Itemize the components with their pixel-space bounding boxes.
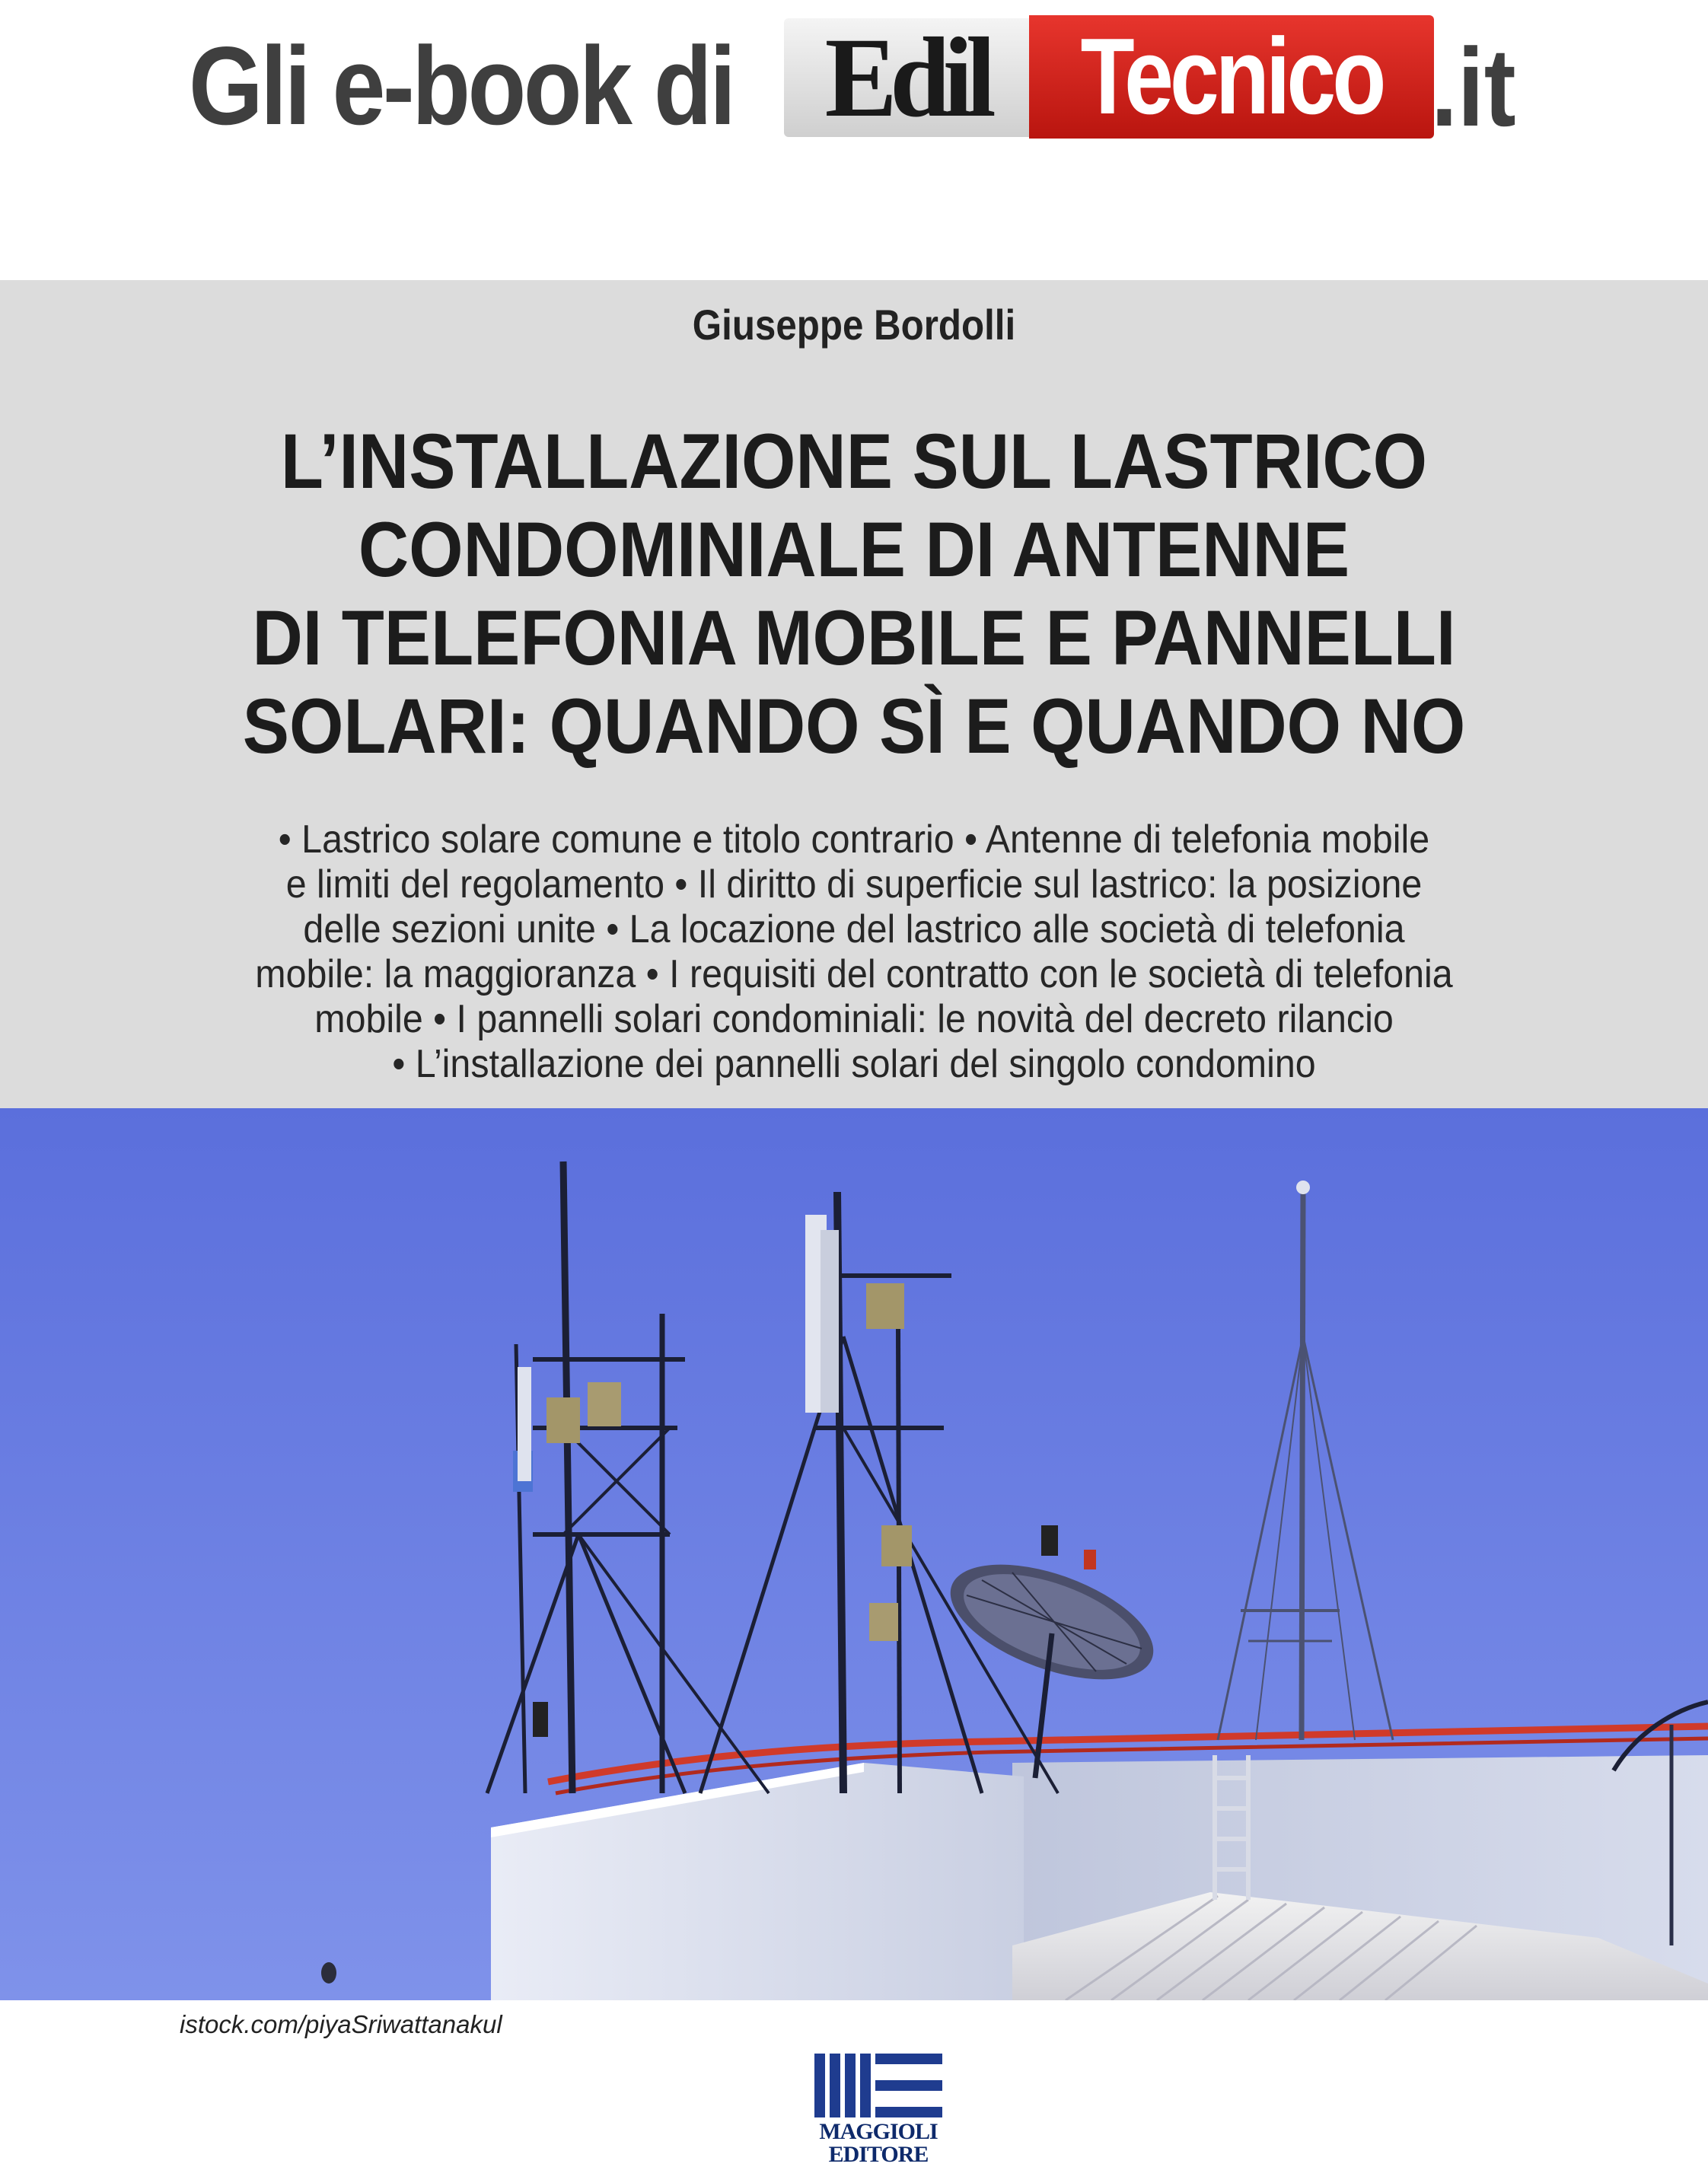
logo-edil-text: Edil bbox=[824, 18, 989, 137]
rooftop-antennas-image bbox=[0, 1108, 1708, 2000]
author-name: Giuseppe Bordolli bbox=[692, 301, 1016, 349]
masthead-prefix: Gli e-book di bbox=[189, 24, 734, 148]
title-line: CONDOMINIALE DI ANTENNE bbox=[358, 506, 1350, 593]
title-line: DI TELEFONIA MOBILE E PANNELLI bbox=[252, 594, 1456, 681]
topics-line: e limiti del regolamento • Il diritto di superficie sul lastrico: la posizione bbox=[285, 862, 1423, 907]
topics-line: mobile • I pannelli solari condominiali: le novità del decreto rilancio bbox=[314, 997, 1394, 1041]
book-title bbox=[167, 417, 1541, 770]
topics-line: • Lastrico solare comune e titolo contrario • Antenne di telefonia mobile bbox=[278, 817, 1430, 862]
topics-summary bbox=[145, 817, 1563, 1087]
photo-credit: istock.com/piyaSriwattanakul bbox=[180, 2010, 502, 2038]
publisher-name-line2: EDITORE bbox=[828, 2142, 929, 2167]
topics-line: • L’installazione dei pannelli solari del singolo condomino bbox=[392, 1042, 1316, 1086]
publisher-name-line1: MAGGIOLI bbox=[819, 2119, 938, 2144]
logo-tecnico bbox=[1029, 15, 1434, 139]
masthead bbox=[0, 0, 1708, 152]
publisher-name bbox=[792, 2121, 965, 2166]
title-line: SOLARI: QUANDO SÌ E QUANDO NO bbox=[242, 683, 1466, 770]
logo-tecnico-text: Tecnico bbox=[1080, 16, 1383, 137]
topics-line: mobile: la maggioranza • I requisiti del contratto con le società di telefonia bbox=[255, 952, 1453, 996]
topics-line: delle sezioni unite • La locazione del lastrico alle società di telefonia bbox=[303, 907, 1405, 951]
logo-tld: .it bbox=[1431, 25, 1516, 149]
title-line: L’INSTALLAZIONE SUL LASTRICO bbox=[280, 418, 1428, 505]
cover-photo bbox=[0, 1108, 1708, 2000]
logo-edil bbox=[784, 18, 1029, 137]
